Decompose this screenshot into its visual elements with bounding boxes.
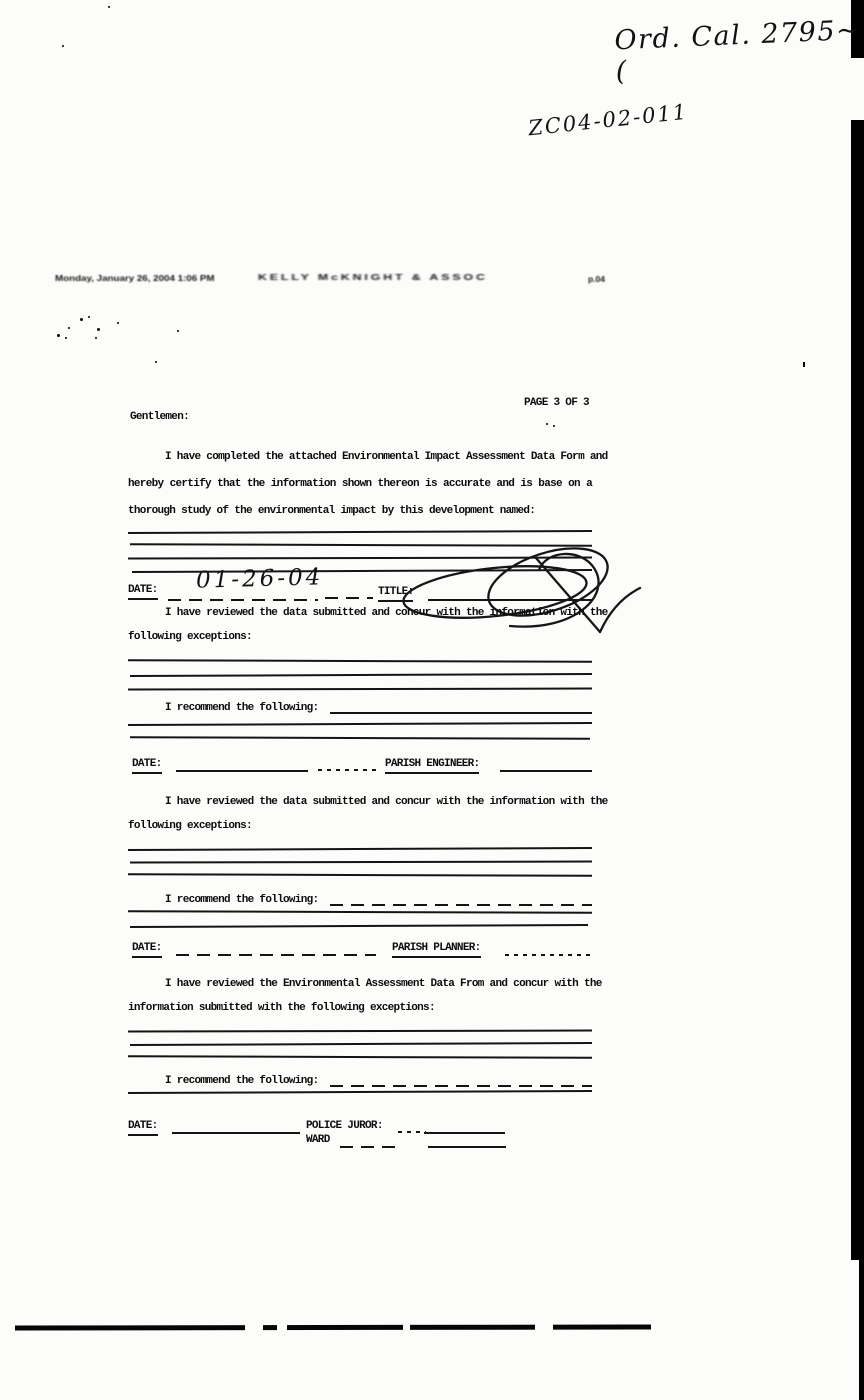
scan-edge-artifact-lower	[859, 1260, 864, 1400]
speckle	[65, 337, 67, 339]
speckle	[117, 322, 119, 324]
reviewed-engineer-line-1: I have reviewed the data submitted and concur with the information with the	[165, 607, 608, 619]
recommend-fill-line[interactable]	[330, 904, 592, 906]
blank-line[interactable]	[130, 673, 592, 677]
signature-scribble	[340, 540, 650, 640]
date-fill-line[interactable]	[172, 1132, 300, 1134]
fax-header-datetime: Monday, January 26, 2004 1:06 PM	[55, 273, 215, 283]
reviewed-engineer-line-2: following exceptions:	[128, 631, 252, 643]
blank-line[interactable]	[128, 530, 592, 534]
certify-line-3: thorough study of the environmental impact by this development named:	[128, 505, 536, 517]
speckle	[155, 361, 157, 363]
speckle	[177, 330, 179, 332]
blank-line[interactable]	[128, 688, 592, 691]
page-number-label: PAGE 3 OF 3	[524, 397, 589, 409]
date-label-juror: DATE:	[128, 1119, 158, 1136]
speckle	[68, 327, 70, 329]
date-label-planner: DATE:	[132, 941, 162, 958]
ward-fill-line[interactable]	[340, 1146, 402, 1148]
title-label: TITLE:	[378, 585, 413, 602]
blank-line[interactable]	[128, 1090, 592, 1094]
recommend-label-planner: I recommend the following:	[165, 894, 319, 906]
speckle	[803, 362, 805, 367]
fill-dashes	[398, 1131, 426, 1133]
police-juror-label: POLICE JUROR:	[306, 1120, 383, 1132]
parish-planner-label: PARISH PLANNER:	[392, 941, 481, 958]
blank-line[interactable]	[130, 924, 588, 927]
fax-header-sender: KELLY McKNIGHT & ASSOC	[258, 272, 488, 282]
blank-line[interactable]	[128, 722, 592, 726]
salutation: Gentlemen:	[130, 411, 190, 423]
speckle	[88, 316, 90, 318]
date-fill-line[interactable]	[176, 954, 376, 956]
blank-line[interactable]	[128, 873, 592, 877]
blank-line[interactable]	[128, 910, 592, 914]
certify-line-1: I have completed the attached Environmental Impact Assessment Data Form and	[165, 451, 608, 463]
speckle	[97, 328, 100, 331]
date-fill-line[interactable]	[168, 599, 318, 601]
handwritten-date-value: 01-26-04	[195, 564, 324, 594]
blank-line[interactable]	[128, 1030, 592, 1033]
fax-header-page-number: p.04	[588, 274, 606, 284]
speckle	[553, 425, 555, 427]
recommend-label-juror: I recommend the following:	[165, 1075, 319, 1087]
certify-line-2: hereby certify that the information shown thereon is accurate and is base on a	[128, 478, 592, 490]
reviewed-planner-line-2: following exceptions:	[128, 820, 252, 832]
handwritten-ord-cal: Ord. Cal. 2795~(	[613, 14, 861, 88]
speckle	[108, 6, 110, 8]
speckle	[80, 318, 83, 321]
ward-fill-line-2[interactable]	[428, 1146, 506, 1148]
fill-dashes	[318, 769, 376, 771]
scan-edge-artifact	[851, 0, 864, 1260]
blank-line[interactable]	[130, 736, 590, 739]
reviewed-juror-line-2: information submitted with the following exceptions:	[128, 1002, 435, 1014]
speckle	[95, 337, 97, 339]
signature-fill-line[interactable]	[500, 770, 592, 772]
blank-line[interactable]	[128, 847, 592, 851]
ward-label: WARD	[306, 1134, 330, 1146]
blank-line[interactable]	[130, 861, 592, 863]
recommend-label-engineer: I recommend the following:	[165, 702, 319, 714]
date-label-engineer: DATE:	[132, 757, 162, 774]
speckle	[62, 45, 64, 47]
recommend-fill-line[interactable]	[330, 712, 592, 714]
parish-engineer-label: PARISH ENGINEER:	[385, 757, 479, 774]
handwritten-case-number: ZC04-02-011	[527, 99, 690, 141]
scan-bottom-bar-artifact	[15, 1324, 651, 1330]
reviewed-planner-line-1: I have reviewed the data submitted and concur with the information with the	[165, 796, 608, 808]
recommend-fill-line[interactable]	[330, 1085, 592, 1087]
date-label: DATE:	[128, 583, 158, 600]
blank-line[interactable]	[130, 1042, 592, 1046]
blank-line[interactable]	[128, 659, 592, 663]
police-juror-fill-line[interactable]	[424, 1132, 505, 1134]
date-fill-line[interactable]	[176, 770, 308, 772]
reviewed-juror-line-1: I have reviewed the Environmental Assessment Data From and concur with the	[165, 978, 602, 990]
speckle	[57, 334, 60, 337]
blank-line[interactable]	[128, 1055, 592, 1059]
speckle	[546, 423, 548, 425]
signature-fill-line[interactable]	[505, 954, 590, 956]
